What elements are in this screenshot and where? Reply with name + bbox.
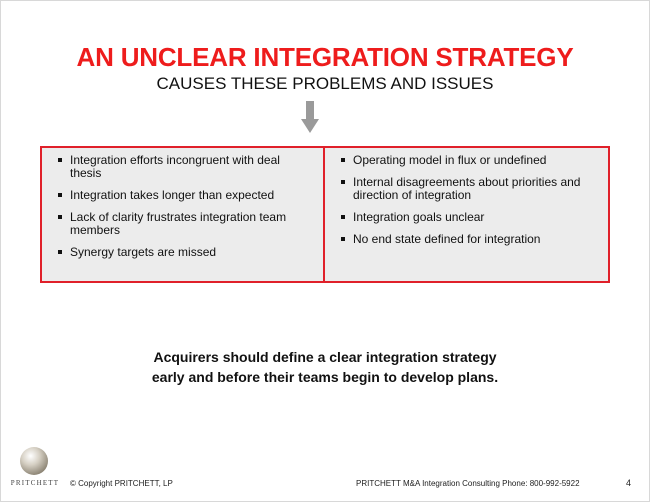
problems-box [40,146,610,283]
bullet-icon [58,158,62,162]
down-arrow-icon [301,101,319,133]
list-item [341,211,598,224]
takeaway-line-1: Acquirers should define a clear integration strategy [153,349,497,365]
slide-subtitle: CAUSES THESE PROBLEMS AND ISSUES [156,74,494,93]
list-item-text: Internal disagreements about priorities and direction of integration [353,175,581,202]
list-item [58,211,313,237]
problems-column-right [325,148,608,281]
page-number: 4 [626,478,632,488]
bullet-icon [341,215,345,219]
logo-wordmark: PRITCHETT [10,479,60,487]
bullet-icon [341,237,345,241]
slide-title: AN UNCLEAR INTEGRATION STRATEGY [76,42,574,72]
list-item [58,246,313,259]
bullet-icon [58,193,62,197]
list-item-text: Integration goals unclear [353,210,485,224]
list-item [341,154,598,167]
takeaway-text [0,347,650,387]
list-item [341,176,598,202]
bullet-icon [341,158,345,162]
copyright-text: © Copyright PRITCHETT, LP [70,479,173,488]
pritchett-sphere-logo-icon [20,447,48,475]
list-item [58,154,313,180]
takeaway-line-2: early and before their teams begin to develop plans. [151,369,499,385]
list-item-text: Integration efforts incongruent with deal thesis [70,153,280,180]
problems-column-left [42,148,325,281]
bullet-icon [58,250,62,254]
list-item-text: Integration takes longer than expected [70,188,275,202]
list-item-text: Lack of clarity frustrates integration team members [70,210,287,237]
bullet-icon [341,180,345,184]
bullet-icon [58,215,62,219]
list-item [341,233,598,246]
list-item-text: No end state defined for integration [353,232,541,246]
list-item-text: Operating model in flux or undefined [353,153,547,167]
list-item [58,189,313,202]
list-item-text: Synergy targets are missed [70,245,217,259]
contact-text: PRITCHETT M&A Integration Consulting Phone: 800-992-5922 [356,479,580,488]
